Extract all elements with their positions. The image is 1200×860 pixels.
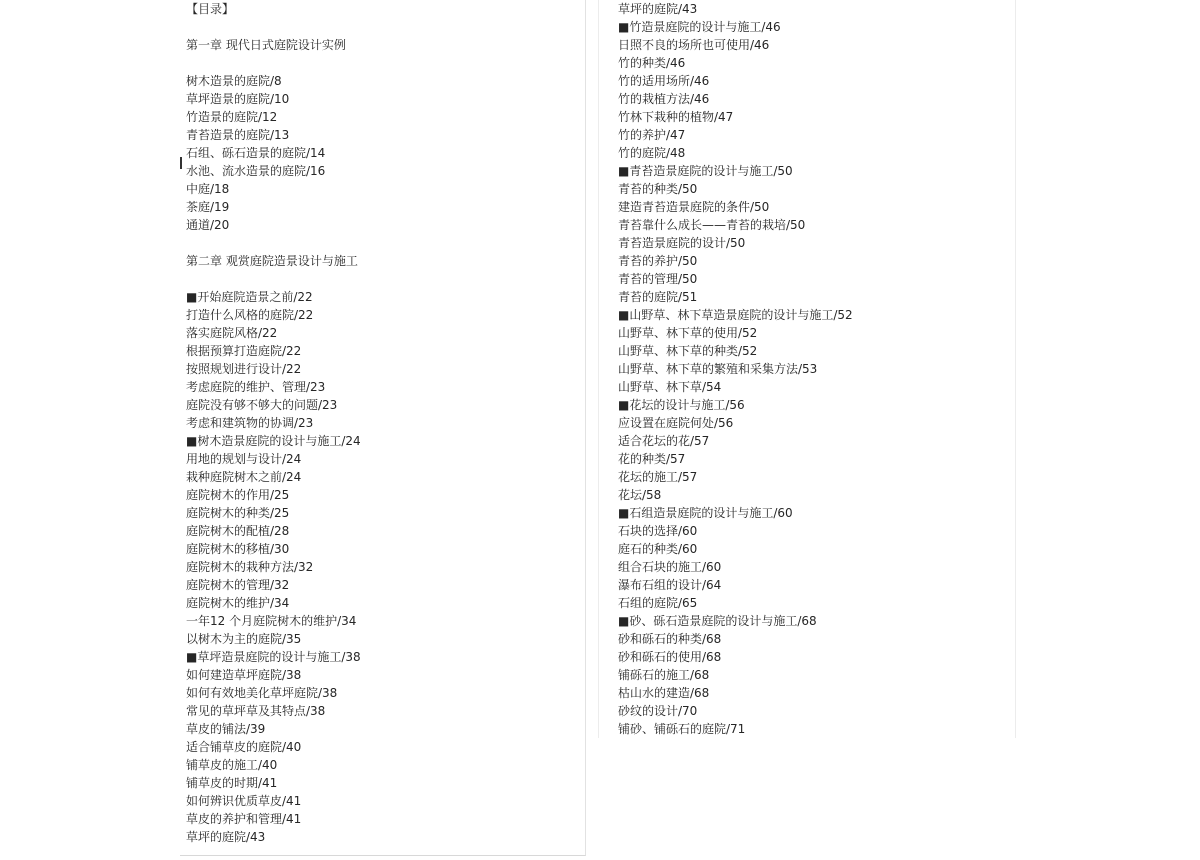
- toc-entry: 青苔的管理/50: [618, 272, 698, 286]
- toc-section-heading: ■树木造景庭院的设计与施工/24: [186, 434, 361, 448]
- blank-line: [186, 54, 361, 72]
- toc-section-heading: ■山野草、林下草造景庭院的设计与施工/52: [618, 308, 853, 322]
- toc-entry: 瀑布石组的设计/64: [618, 578, 722, 592]
- toc-entry: 应设置在庭院何处/56: [618, 416, 734, 430]
- toc-section-heading: ■砂、砾石造景庭院的设计与施工/68: [618, 614, 817, 628]
- toc-entry: 山野草、林下草的使用/52: [618, 326, 758, 340]
- toc-entry: 用地的规划与设计/24: [186, 452, 302, 466]
- chapter-heading: 第二章 观赏庭院造景设计与施工: [186, 254, 358, 268]
- toc-entry: 庭石的种类/60: [618, 542, 698, 556]
- toc-entry: 青苔造景庭院的设计/50: [618, 236, 746, 250]
- toc-entry: 草皮的铺法/39: [186, 722, 266, 736]
- toc-entry: 常见的草坪草及其特点/38: [186, 704, 326, 718]
- toc-entry: 根据预算打造庭院/22: [186, 344, 302, 358]
- toc-entry: 一年12 个月庭院树木的维护/34: [186, 614, 357, 628]
- toc-entry: 青苔造景的庭院/13: [186, 128, 290, 142]
- toc-entry: 竹的栽植方法/46: [618, 92, 710, 106]
- toc-entry: 庭院树木的移植/30: [186, 542, 290, 556]
- toc-section-heading: ■青苔造景庭院的设计与施工/50: [618, 164, 793, 178]
- toc-entry: 建造青苔造景庭院的条件/50: [618, 200, 770, 214]
- toc-entry: 茶庭/19: [186, 200, 230, 214]
- toc-entry: 落实庭院风格/22: [186, 326, 278, 340]
- toc-entry: 草坪的庭院/43: [618, 2, 698, 16]
- toc-entry: 山野草、林下草/54: [618, 380, 722, 394]
- toc-entry: 砂和砾石的种类/68: [618, 632, 722, 646]
- toc-entry: 草坪造景的庭院/10: [186, 92, 290, 106]
- toc-entry: 如何有效地美化草坪庭院/38: [186, 686, 338, 700]
- toc-section-heading: ■草坪造景庭院的设计与施工/38: [186, 650, 361, 664]
- toc-entry: 石组、砾石造景的庭院/14: [186, 146, 326, 160]
- toc-entry: 竹林下栽种的植物/47: [618, 110, 734, 124]
- toc-entry: 山野草、林下草的种类/52: [618, 344, 758, 358]
- toc-entry: 按照规划进行设计/22: [186, 362, 302, 376]
- toc-entry: 铺砂、铺砾石的庭院/71: [618, 722, 746, 736]
- toc-entry: 铺草皮的施工/40: [186, 758, 278, 772]
- toc-entry: 庭院树木的维护/34: [186, 596, 290, 610]
- toc-entry: 竹造景的庭院/12: [186, 110, 278, 124]
- toc-entry: 枯山水的建造/68: [618, 686, 710, 700]
- toc-entry: 庭院树木的种类/25: [186, 506, 290, 520]
- toc-entry: 花坛/58: [618, 488, 662, 502]
- toc-entry: 草皮的养护和管理/41: [186, 812, 302, 826]
- toc-entry: 水池、流水造景的庭院/16: [186, 164, 326, 178]
- toc-entry: 竹的适用场所/46: [618, 74, 710, 88]
- toc-entry: 青苔靠什么成长——青苔的栽培/50: [618, 218, 806, 232]
- toc-entry: 花的种类/57: [618, 452, 686, 466]
- toc-entry: 庭院没有够不够大的问题/23: [186, 398, 338, 412]
- toc-entry: 适合花坛的花/57: [618, 434, 710, 448]
- toc-title: 【目录】: [186, 2, 235, 16]
- toc-page-left: [180, 0, 586, 856]
- toc-entry: 青苔的庭院/51: [618, 290, 698, 304]
- toc-entry: 适合铺草皮的庭院/40: [186, 740, 302, 754]
- toc-entry: 庭院树木的管理/32: [186, 578, 290, 592]
- toc-entry: 竹的庭院/48: [618, 146, 686, 160]
- toc-entry: 山野草、林下草的繁殖和采集方法/53: [618, 362, 818, 376]
- toc-entry: 日照不良的场所也可使用/46: [618, 38, 770, 52]
- blank-line: [186, 18, 361, 36]
- toc-entry: 砂纹的设计/70: [618, 704, 698, 718]
- blank-line: [186, 270, 361, 288]
- toc-section-heading: ■花坛的设计与施工/56: [618, 398, 745, 412]
- toc-entry: 竹的养护/47: [618, 128, 686, 142]
- toc-entry: 栽种庭院树木之前/24: [186, 470, 302, 484]
- chapter-heading: 第一章 现代日式庭院设计实例: [186, 38, 346, 52]
- toc-entry: 石块的选择/60: [618, 524, 698, 538]
- toc-entry: 草坪的庭院/43: [186, 830, 266, 844]
- toc-entry: 庭院树木的作用/25: [186, 488, 290, 502]
- toc-entry: 树木造景的庭院/8: [186, 74, 282, 88]
- toc-entry: 如何建造草坪庭院/38: [186, 668, 302, 682]
- toc-entry: 庭院树木的配植/28: [186, 524, 290, 538]
- toc-entry: 庭院树木的栽种方法/32: [186, 560, 314, 574]
- toc-section-heading: ■石组造景庭院的设计与施工/60: [618, 506, 793, 520]
- toc-entry: 青苔的养护/50: [618, 254, 698, 268]
- toc-entry: 花坛的施工/57: [618, 470, 698, 484]
- toc-entry: 如何辨识优质草皮/41: [186, 794, 302, 808]
- toc-list-left: [186, 0, 361, 846]
- toc-page-right: [598, 0, 1016, 738]
- toc-section-heading: ■开始庭院造景之前/22: [186, 290, 313, 304]
- toc-entry: 以树木为主的庭院/35: [186, 632, 302, 646]
- text-cursor-mark: [180, 157, 182, 169]
- toc-entry: 铺草皮的时期/41: [186, 776, 278, 790]
- toc-entry: 铺砾石的施工/68: [618, 668, 710, 682]
- toc-entry: 打造什么风格的庭院/22: [186, 308, 314, 322]
- toc-entry: 通道/20: [186, 218, 230, 232]
- toc-entry: 竹的种类/46: [618, 56, 686, 70]
- toc-list-right: [618, 0, 853, 738]
- blank-line: [186, 234, 361, 252]
- toc-entry: 砂和砾石的使用/68: [618, 650, 722, 664]
- toc-entry: 组合石块的施工/60: [618, 560, 722, 574]
- toc-section-heading: ■竹造景庭院的设计与施工/46: [618, 20, 781, 34]
- toc-entry: 青苔的种类/50: [618, 182, 698, 196]
- toc-entry: 考虑和建筑物的协调/23: [186, 416, 314, 430]
- toc-entry: 石组的庭院/65: [618, 596, 698, 610]
- toc-entry: 考虑庭院的维护、管理/23: [186, 380, 326, 394]
- toc-entry: 中庭/18: [186, 182, 230, 196]
